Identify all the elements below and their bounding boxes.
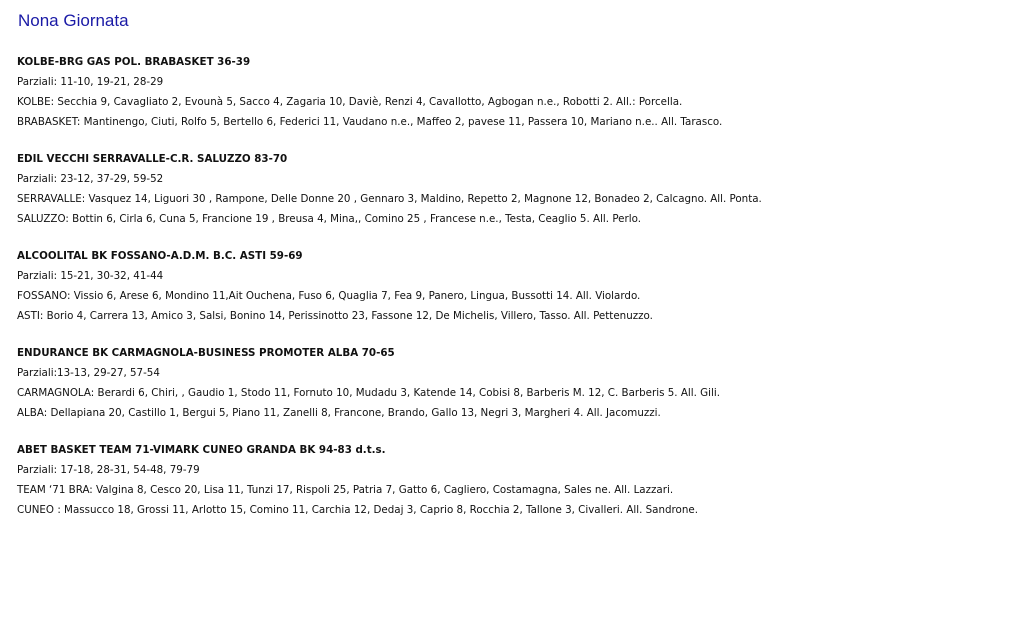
game-block — [17, 246, 1007, 326]
game-block — [17, 52, 1007, 132]
game-partials: Parziali: 23-12, 37-29, 59-52 — [17, 173, 164, 185]
game-partials: Parziali: 15-21, 30-32, 41-44 — [17, 270, 164, 282]
game-header: ALCOOLITAL BK FOSSANO-A.D.M. B.C. ASTI 59-69 — [17, 250, 303, 262]
team1-lineup: KOLBE: Secchia 9, Cavagliato 2, Evounà 5, Sacco 4, Zagaria 10, Daviè, Renzi 4, Cavallotto, Agbogan n.e., Robotti 2. All.: Porcella. — [17, 96, 683, 108]
page-title: Nona Giornata — [18, 11, 129, 30]
team2-lineup: CUNEO : Massucco 18, Grossi 11, Arlotto 15, Comino 11, Carchia 12, Dedaj 3, Caprio 8, Rocchia 2, Tallone 3, Civalleri. All. Sandrone. — [17, 504, 698, 516]
team1-lineup: TEAM ‘71 BRA: Valgina 8, Cesco 20, Lisa 11, Tunzi 17, Rispoli 25, Patria 7, Gatto 6, Cagliero, Costamagna, Sales ne. All. Lazzari. — [17, 484, 674, 496]
game-partials: Parziali:13-13, 29-27, 57-54 — [17, 367, 160, 379]
game-header: EDIL VECCHI SERRAVALLE-C.R. SALUZZO 83-70 — [17, 153, 288, 165]
game-partials: Parziali: 17-18, 28-31, 54-48, 79-79 — [17, 464, 200, 476]
game-block — [17, 149, 1007, 229]
team2-lineup: SALUZZO: Bottin 6, Cirla 6, Cuna 5, Francione 19 , Breusa 4, Mina,, Comino 25 , Francese n.e., Testa, Ceaglio 5. All. Perlo. — [17, 213, 642, 225]
page-content — [17, 10, 1007, 537]
game-partials: Parziali: 11-10, 19-21, 28-29 — [17, 76, 164, 88]
team2-lineup: ASTI: Borio 4, Carrera 13, Amico 3, Salsi, Bonino 14, Perissinotto 23, Fassone 12, De Michelis, Villero, Tasso. All. Pettenuzzo. — [17, 310, 653, 322]
team1-lineup: SERRAVALLE: Vasquez 14, Liguori 30 , Rampone, Delle Donne 20 , Gennaro 3, Maldino, Repetto 2, Magnone 12, Bonadeo 2, Calcagno. All. Ponta. — [17, 193, 762, 205]
game-block — [17, 440, 1007, 520]
game-header: ABET BASKET TEAM 71-VIMARK CUNEO GRANDA BK 94-83 d.t.s. — [17, 444, 386, 456]
team1-lineup: FOSSANO: Vissio 6, Arese 6, Mondino 11,Ait Ouchena, Fuso 6, Quaglia 7, Fea 9, Panero, Lingua, Bussotti 14. All. Violardo. — [17, 290, 641, 302]
team2-lineup: BRABASKET: Mantinengo, Ciuti, Rolfo 5, Bertello 6, Federici 11, Vaudano n.e., Maffeo 2, pavese 11, Passera 10, Mariano n.e.. All. Tarasco. — [17, 116, 723, 128]
game-header: ENDURANCE BK CARMAGNOLA-BUSINESS PROMOTER ALBA 70-65 — [17, 347, 395, 359]
game-header: KOLBE-BRG GAS POL. BRABASKET 36-39 — [17, 56, 251, 68]
team1-lineup: CARMAGNOLA: Berardi 6, Chiri, , Gaudio 1, Stodo 11, Fornuto 10, Mudadu 3, Katende 14, Cobisi 8, Barberis M. 12, C. Barberis 5. All. Gili. — [17, 387, 720, 399]
game-block — [17, 343, 1007, 423]
team2-lineup: ALBA: Dellapiana 20, Castillo 1, Bergui 5, Piano 11, Zanelli 8, Francone, Brando, Gallo 13, Negri 3, Margheri 4. All. Jacomuzzi. — [17, 407, 661, 419]
